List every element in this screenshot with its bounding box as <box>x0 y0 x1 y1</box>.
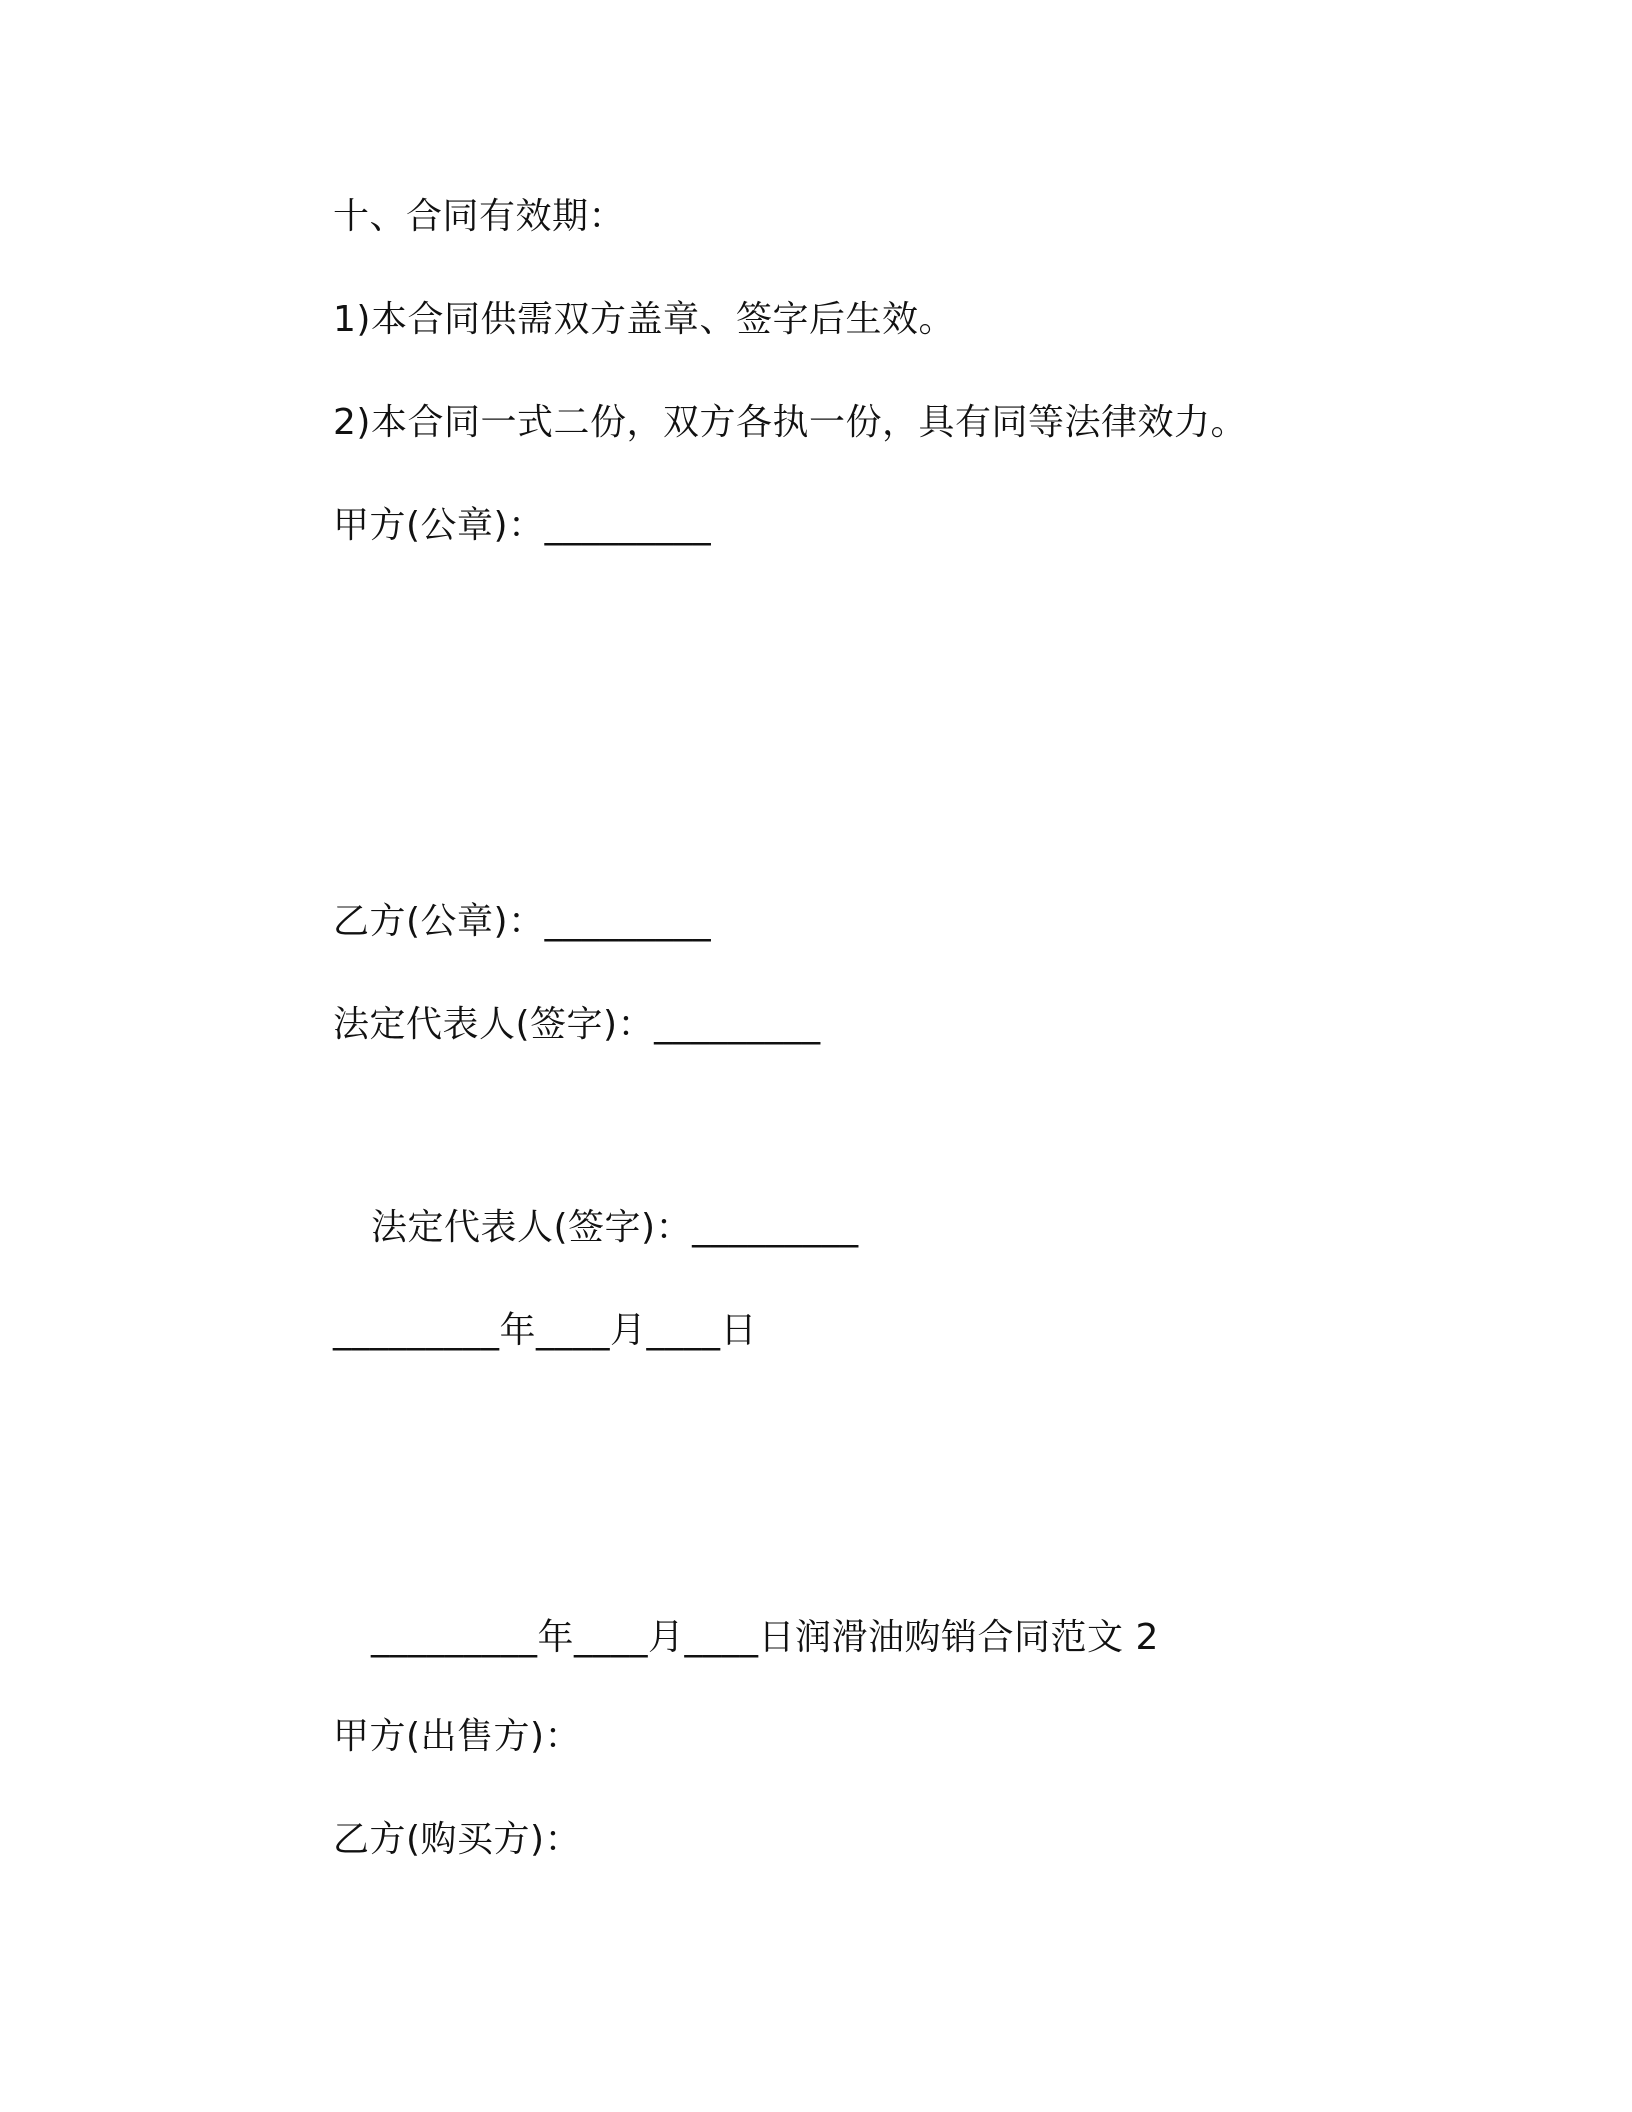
date-line-1: _________年____月____日 <box>333 1310 757 1351</box>
legal-rep-signature-2: 法定代表人(签字)：_________ <box>371 1207 859 1248</box>
date-line-with-title: _________年____月____日润滑油购销合同范文 2 <box>371 1617 1159 1658</box>
section-heading-validity: 十、合同有效期： <box>333 196 626 237</box>
party-b-buyer: 乙方(购买方)： <box>333 1819 582 1860</box>
legal-rep-signature-1: 法定代表人(签字)：_________ <box>333 1004 821 1045</box>
clause-2: 2)本合同一式二份，双方各执一份，具有同等法律效力。 <box>333 402 1247 443</box>
party-b-seal: 乙方(公章)：_________ <box>333 901 712 942</box>
clause-1: 1)本合同供需双方盖章、签字后生效。 <box>333 299 955 340</box>
party-a-seal: 甲方(公章)：_________ <box>333 505 712 546</box>
party-a-seller: 甲方(出售方)： <box>333 1716 582 1757</box>
